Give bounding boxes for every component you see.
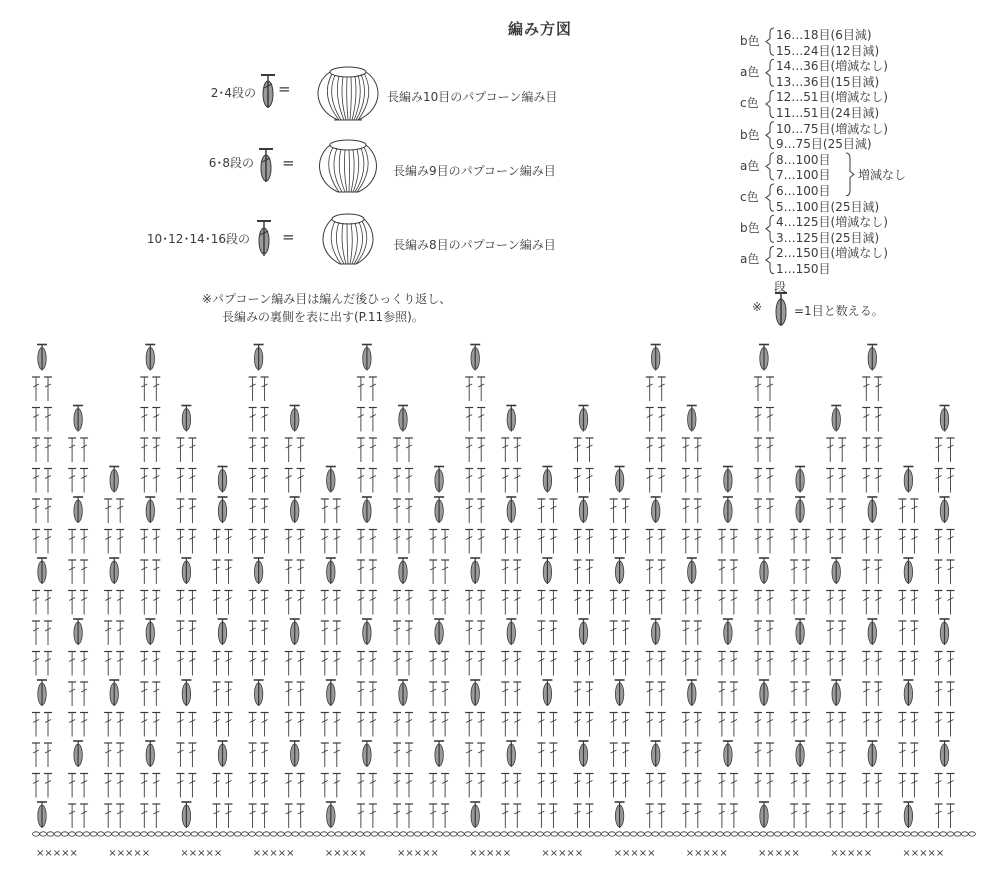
chain-stitch [148, 832, 155, 836]
chain-stitch [349, 832, 356, 836]
chain-stitch [695, 832, 702, 836]
chain-stitch [623, 832, 630, 836]
chain-stitch [724, 832, 731, 836]
chain-stitch [205, 832, 212, 836]
chain-stitch [796, 832, 803, 836]
chain-stitch [868, 832, 875, 836]
chain-stitch [328, 832, 335, 836]
chain-stitch [781, 832, 788, 836]
legend-row: 1…150目 [776, 262, 831, 276]
chain-stitch [54, 832, 61, 836]
popcorn-symbol-icon [772, 290, 790, 330]
single-crochet-group: ××××× [685, 848, 728, 859]
chain-stitch [609, 832, 616, 836]
chain-stitch [904, 832, 911, 836]
popcorn-10-diagram-icon [312, 62, 384, 124]
chain-stitch [565, 832, 572, 836]
chain-stitch [709, 832, 716, 836]
chain-stitch [522, 832, 529, 836]
chain-stitch [69, 832, 76, 836]
chain-stitch [155, 832, 162, 836]
def-description: 長編み9目のパプコーン編み目 [393, 164, 556, 178]
chain-stitch [97, 832, 104, 836]
count-note-mark: ※ [752, 300, 763, 314]
chain-stitch [645, 832, 652, 836]
legend-row: 7…100目 [776, 168, 831, 183]
chain-stitch [659, 832, 666, 836]
chain-stitch [630, 832, 637, 836]
chain-stitch [961, 832, 968, 836]
legend-row: 4…125目(増減なし) [776, 215, 888, 230]
chain-stitch [745, 832, 752, 836]
def-rows-label: 2･4段の [210, 86, 256, 100]
chain-stitch [40, 832, 47, 836]
chain-stitch [184, 832, 191, 836]
chain-stitch [573, 832, 580, 836]
chain-stitch [263, 832, 270, 836]
chain-stitch [227, 832, 234, 836]
legend-row: 12…51目(増減なし) [776, 90, 888, 105]
chain-stitch [436, 832, 443, 836]
chain-stitch [702, 832, 709, 836]
def-description: 長編み10目のパプコーン編み目 [387, 90, 558, 104]
legend-color-label: a色 [740, 252, 760, 267]
chain-stitch [479, 832, 486, 836]
legend-row: 15…24目(12目減) [776, 43, 880, 58]
chain-stitch [493, 832, 500, 836]
row-legend [740, 26, 990, 294]
legend-bracket-note: 増減なし [858, 168, 907, 183]
chain-stitch [400, 832, 407, 836]
chain-stitch [875, 832, 882, 836]
chain-stitch [342, 832, 349, 836]
chain-stitch [177, 832, 184, 836]
legend-color-label: a色 [740, 65, 760, 80]
chain-stitch [544, 832, 551, 836]
single-crochet-group: ××××× [36, 848, 78, 859]
legend-row: 2…150目(増減なし) [776, 246, 888, 261]
chain-stitch [47, 832, 54, 836]
chain-stitch [587, 832, 594, 836]
single-crochet-group: ××××× [613, 848, 656, 859]
chain-stitch [105, 832, 112, 836]
chain-stitch [472, 832, 479, 836]
chain-stitch [335, 832, 342, 836]
single-crochet-group: ××××× [541, 848, 584, 859]
chain-stitch [277, 832, 284, 836]
chain-stitch [213, 832, 220, 836]
chain-stitch [162, 832, 169, 836]
chain-stitch [501, 832, 508, 836]
popcorn-symbol-icon [256, 146, 276, 186]
chain-stitch [414, 832, 421, 836]
chain-stitch [241, 832, 248, 836]
chain-stitch [825, 832, 832, 836]
chain-stitch [601, 832, 608, 836]
chain-stitch [839, 832, 846, 836]
chain-stitch [803, 832, 810, 836]
def-rows-label: 10･12･14･16段の [146, 232, 250, 246]
chain-stitch [637, 832, 644, 836]
chain-stitch [486, 832, 493, 836]
chain-stitch [385, 832, 392, 836]
chain-stitch [616, 832, 623, 836]
chain-stitch [940, 832, 947, 836]
chain-stitch [169, 832, 176, 836]
chain-stitch [313, 832, 320, 836]
chain-stitch [285, 832, 292, 836]
equals-sign: = [282, 228, 295, 246]
single-crochet-group: ××××× [758, 848, 800, 859]
chain-stitch [76, 832, 83, 836]
legend-row: 9…75目(25目減) [776, 137, 872, 152]
legend-row: 16…18目(6目減) [776, 28, 872, 42]
chain-stitch [364, 832, 371, 836]
chain-stitch [558, 832, 565, 836]
chain-stitch [853, 832, 860, 836]
popcorn-symbol-icon [258, 72, 278, 112]
chain-stitch [443, 832, 450, 836]
chain-stitch [897, 832, 904, 836]
legend-color-label: c色 [740, 190, 759, 204]
chain-stitch [529, 832, 536, 836]
chain-stitch [90, 832, 97, 836]
chain-stitch [33, 832, 40, 836]
chain-stitch [457, 832, 464, 836]
def-description: 長編み8目のパプコーン編み目 [393, 238, 556, 252]
chain-stitch [465, 832, 472, 836]
legend-color-label: b色 [740, 221, 760, 236]
note-line-1: ※パプコーン編み目は編んだ後ひっくり返し、 [202, 292, 452, 306]
single-crochet-group: ××××× [252, 848, 295, 859]
chain-stitch [126, 832, 133, 836]
chain-stitch [882, 832, 889, 836]
chain-stitch [810, 832, 817, 836]
chain-stitch [292, 832, 299, 836]
chain-stitch [774, 832, 781, 836]
popcorn-9-diagram-icon [312, 136, 384, 196]
chain-stitch [270, 832, 277, 836]
single-crochet-group: ××××× [108, 848, 151, 859]
chain-stitch [61, 832, 68, 836]
chain-stitch [357, 832, 364, 836]
chain-stitch [717, 832, 724, 836]
single-crochet-group: ××××× [469, 848, 512, 859]
chain-stitch [249, 832, 256, 836]
chain-stitch [789, 832, 796, 836]
single-crochet-group: ××××× [397, 848, 439, 859]
chain-stitch [515, 832, 522, 836]
chain-stitch [321, 832, 328, 836]
legend-row: 10…75目(増減なし) [776, 121, 888, 136]
chain-stitch [846, 832, 853, 836]
chain-stitch [969, 832, 976, 836]
chain-stitch [198, 832, 205, 836]
legend-row: 8…100目 [776, 152, 831, 167]
popcorn-symbol-icon [254, 218, 274, 260]
legend-color-label: a色 [740, 158, 760, 173]
chain-stitch [551, 832, 558, 836]
chain-stitch [133, 832, 140, 836]
chain-stitch [421, 832, 428, 836]
chain-stitch [861, 832, 868, 836]
legend-row: 11…51目(24目減) [776, 106, 880, 120]
chain-stitch [911, 832, 918, 836]
chain-stitch [393, 832, 400, 836]
chain-stitch [191, 832, 198, 836]
chain-stitch [738, 832, 745, 836]
legend-color-label: b色 [740, 34, 760, 48]
chain-stitch [767, 832, 774, 836]
legend-row: 5…100目(25目減) [776, 199, 880, 214]
chain-stitch [450, 832, 457, 836]
chain-stitch [537, 832, 544, 836]
legend-row: 13…36目(15目減) [776, 74, 880, 89]
chain-stitch [371, 832, 378, 836]
chain-stitch [234, 832, 241, 836]
chain-stitch [378, 832, 385, 836]
count-note: =1目と数える。 [794, 304, 884, 318]
chain-stitch [731, 832, 738, 836]
chain-stitch [306, 832, 313, 836]
chain-stitch [832, 832, 839, 836]
chain-stitch [954, 832, 961, 836]
chain-stitch [256, 832, 263, 836]
chain-stitch [594, 832, 601, 836]
legend-rows-unit: 段 [774, 279, 787, 294]
page-title: 編み方図 [508, 20, 573, 38]
chain-stitch [407, 832, 414, 836]
chain-stitch [652, 832, 659, 836]
legend-row: 14…36目(増減なし) [776, 59, 888, 74]
chain-stitch [753, 832, 760, 836]
chain-stitch [141, 832, 148, 836]
popcorn-8-diagram-icon [314, 210, 382, 268]
chain-stitch [681, 832, 688, 836]
chain-stitch [889, 832, 896, 836]
legend-row: 3…125目(25目減) [776, 230, 880, 245]
equals-sign: = [278, 80, 291, 98]
chain-stitch [83, 832, 90, 836]
chain-stitch [673, 832, 680, 836]
chain-stitch [580, 832, 587, 836]
single-crochet-group: ××××× [324, 848, 367, 859]
chain-stitch [918, 832, 925, 836]
chain-stitch [666, 832, 673, 836]
chain-stitch [925, 832, 932, 836]
single-crochet-group: ××××× [902, 848, 945, 859]
chain-stitch [299, 832, 306, 836]
stitch-chart [0, 340, 994, 882]
legend-row: 6…100目 [776, 184, 831, 198]
single-crochet-group: ××××× [830, 848, 873, 859]
chain-stitch [947, 832, 954, 836]
chain-stitch [760, 832, 767, 836]
chain-stitch [933, 832, 940, 836]
chain-stitch [817, 832, 824, 836]
chain-stitch [429, 832, 436, 836]
single-crochet-group: ××××× [180, 848, 223, 859]
note-line-2: 長編みの裏側を表に出す(P.11参照)。 [222, 310, 424, 324]
legend-color-label: c色 [740, 96, 759, 111]
chain-stitch [119, 832, 126, 836]
chain-stitch [220, 832, 227, 836]
legend-color-label: b色 [740, 127, 760, 142]
chain-stitch [112, 832, 119, 836]
def-rows-label: 6･8段の [208, 156, 254, 170]
equals-sign: = [282, 154, 295, 172]
chain-stitch [688, 832, 695, 836]
chain-stitch [508, 832, 515, 836]
